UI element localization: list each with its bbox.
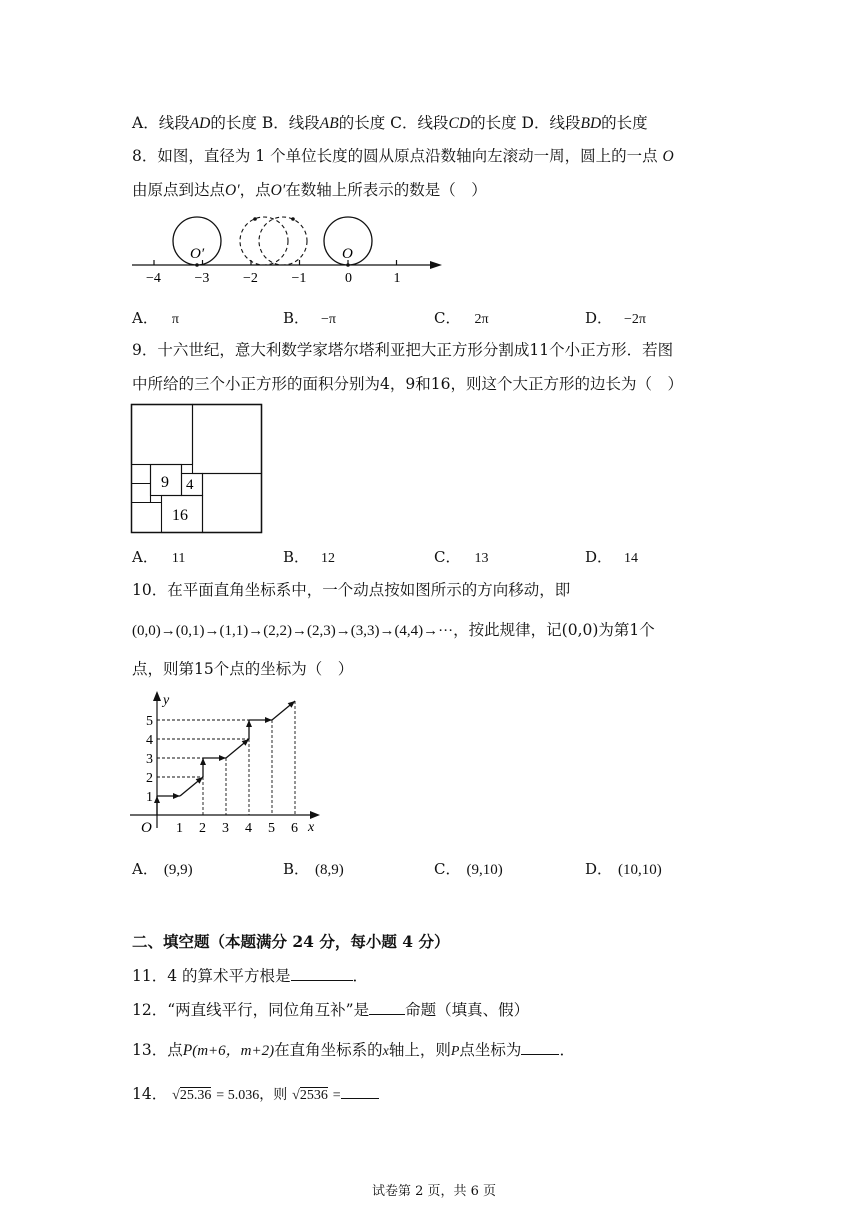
q8-stem-line1: 8．如图，直径为 1 个单位长度的圆从原点沿数轴向左滚动一周，圆上的一点 O [132,147,674,165]
y-tick-label: 1 [146,790,153,805]
q10-stem-line2: (0,0)→(0,1)→(1,1)→(2,2)→(2,3)→(3,3)→(4,4)→···，按此规律，记(0,0)为第1个 [132,621,655,639]
q9-stem-line2: 中所给的三个小正方形的面积分别为4，9和16，则这个大正方形的边长为（ ） [132,375,683,393]
sqrt-icon: √ [292,1088,300,1103]
sqrt-2536: √2536 [292,1088,328,1103]
page-footer: 试卷第 2 页，共 6 页 [371,1184,497,1199]
x-tick-label: 1 [176,821,183,836]
origin-label: O [141,820,152,836]
circle-dashed-2 [259,217,307,265]
dot-2 [291,217,295,221]
q14-answer-blank[interactable] [341,1084,379,1099]
tick-label: 1 [393,271,401,286]
circle-dashed-1 [240,217,288,265]
tick-label: −1 [291,271,307,286]
dot-end [195,263,199,267]
q8-stem-line2: 由原点到达点O′，点O′在数轴上所表示的数是（ ） [132,181,487,199]
sqrt-icon: √ [172,1088,180,1103]
y-tick-label: 4 [146,733,153,748]
y-tick-label: 3 [146,752,153,767]
label-16: 16 [172,507,188,524]
x-tick-label: 5 [268,821,275,836]
sqrt-25-36: √25.36 [172,1088,212,1103]
arrow-icon [430,261,442,269]
square-top-left [132,405,193,465]
tick-label: −3 [194,271,210,286]
q12: 12．“两直线平行，同位角互补”是 命题（填真、假） [132,1001,530,1019]
arrowhead-icon [219,755,226,761]
q12-answer-blank[interactable] [369,1000,405,1015]
label-4: 4 [186,477,194,493]
q9-stem-line1: 9．十六世纪，意大利数学家塔尔塔利亚把大正方形分割成11个小正方形．若图 [132,341,674,359]
q7-options-row [132,113,648,134]
arrowhead-icon [200,758,206,765]
arrowhead-icon [246,720,252,727]
arrowhead-icon [265,717,272,723]
q7-option-c: C．线段CD的长度 [390,114,517,132]
square-top-right [193,405,262,474]
q8-number-line-figure [128,212,448,287]
q9-option-a: A． 11 [132,548,186,566]
label-9: 9 [161,474,169,491]
label-o-start: O [342,246,353,262]
x-tick-label: 2 [199,821,206,836]
q11-answer-blank[interactable] [291,966,353,981]
q13-answer-blank[interactable] [521,1040,559,1055]
q11: 11．4 的算术平方根是 ． [132,967,369,985]
q13: 13．点P(m+6，m+2)在直角坐标系的x轴上，则P点坐标为 ． [132,1041,575,1059]
q7-option-d: D．线段BD的长度 [521,114,648,132]
y-tick-label: 2 [146,771,153,786]
x-arrow-icon [310,811,320,819]
q10-coordinate-figure [130,690,330,840]
q9-option-d: D． 14 [585,548,639,566]
tick-label: −4 [146,271,161,286]
q8-option-b: B． −π [283,309,336,327]
q8-option-c: C． 2π [434,309,489,327]
square-bottom-right [203,474,262,533]
q9-option-b: B． 12 [283,548,336,566]
q10-stem-line1: 10．在平面直角坐标系中，一个动点按如图所示的方向移动，即 [132,581,571,599]
x-tick-label: 6 [291,821,298,836]
section2-title: 二、填空题（本题满分 24 分，每小题 4 分） [132,932,450,951]
q8-option-d: D． −2π [585,309,646,327]
dot-1 [253,217,257,221]
arrowhead-icon [154,796,160,803]
label-o-end: O′ [190,246,205,262]
q10-option-a: A． (9,9) [132,860,193,878]
q10-option-b: B． (8,9) [283,860,344,878]
x-axis-label: x [308,820,315,835]
q10-stem-line3: 点，则第15个点的坐标为（ ） [132,660,354,678]
y-arrow-icon [153,691,161,701]
x-tick-label: 4 [245,821,252,836]
q14: 14． √25.36 = 5.036，则 √2536 = [132,1084,379,1106]
tick-label: −2 [243,271,258,286]
q8-option-a: A． π [132,309,179,327]
q9-square-figure [130,403,264,535]
arrowhead-icon [173,793,180,799]
q9-option-c: C． 13 [434,548,489,566]
y-axis-label: y [163,693,170,708]
q10-option-d: D． (10,10) [585,860,662,878]
y-tick-label: 5 [146,714,153,729]
q7-option-b: B．线段AB的长度 [261,114,386,132]
tick-label: 0 [345,271,352,286]
q7-option-a: A．线段AD的长度 [132,114,257,132]
x-tick-label: 3 [222,821,229,836]
q10-option-c: C． (9,10) [434,860,503,878]
